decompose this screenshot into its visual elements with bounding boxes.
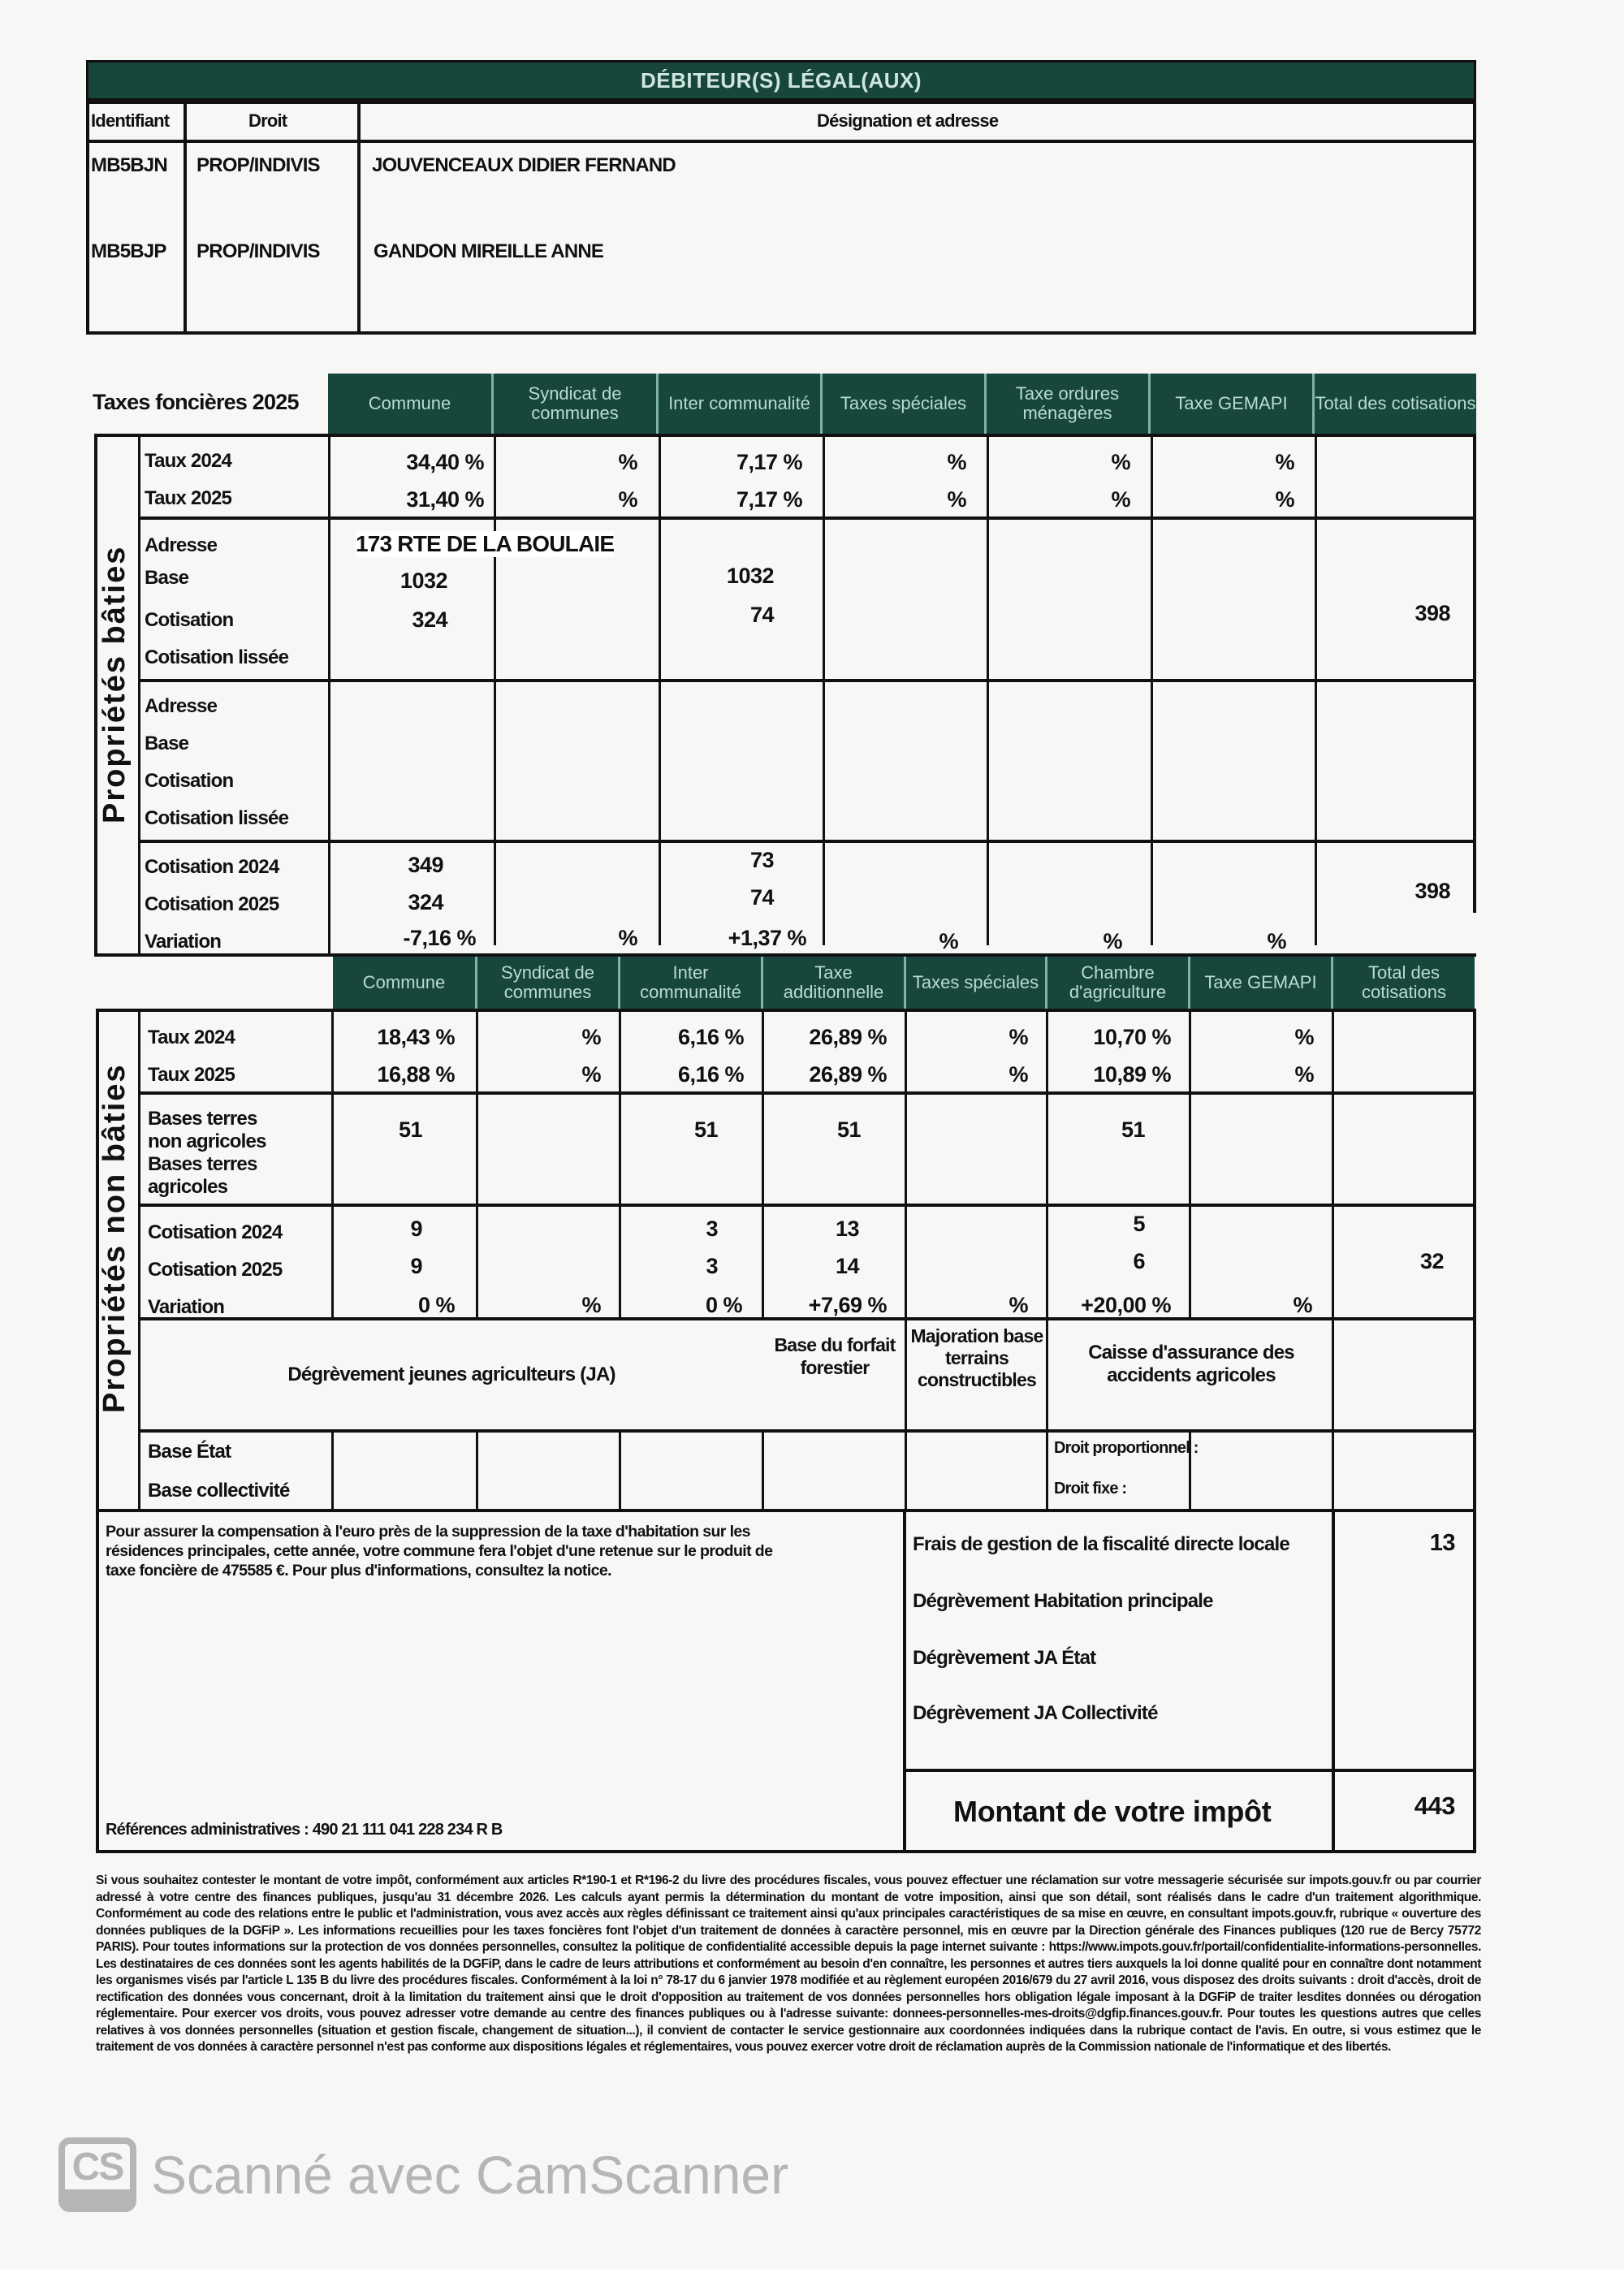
- unbuilt-cot-2024-inter: 3: [706, 1217, 718, 1241]
- total-amount-label: Montant de votre impôt: [953, 1795, 1272, 1828]
- built-cot-2025-total: 398: [1415, 879, 1450, 903]
- unbuilt-variation-syndicat: %: [581, 1293, 601, 1317]
- prop1-base-commune: 1032: [400, 568, 447, 593]
- debtor-1-name: JOUVENCEAUX DIDIER FERNAND: [372, 154, 676, 176]
- prop1-cotisation-inter: 74: [749, 603, 774, 627]
- prop1-cotisation-lissee-label: Cotisation lissée: [145, 646, 289, 668]
- unbuilt-bases-non-agricoles-label: Bases terres non agricoles: [148, 1108, 266, 1152]
- section-title-taxes-foncieres: Taxes foncières 2025: [93, 390, 299, 414]
- debtors-title-bar: [86, 60, 1476, 101]
- unbuilt-cot-2025-commune: 9: [410, 1254, 422, 1278]
- debtor-2-name: GANDON MIREILLE ANNE: [374, 240, 604, 262]
- unbuilt-taux-2024-label: Taux 2024: [148, 1026, 235, 1048]
- prop1-base-label: Base: [145, 567, 189, 589]
- unbuilt-cot-2025-inter: 3: [706, 1254, 718, 1278]
- unbuilt-taux-2024-syndicat: %: [581, 1025, 601, 1049]
- built-table: [94, 434, 1476, 957]
- built-variation-speciales: %: [939, 929, 958, 953]
- unbuilt-taux-2024-chambre: 10,70 %: [1093, 1025, 1171, 1049]
- built-col-ordures: Taxe ordures ménagères: [987, 374, 1151, 434]
- unbuilt-taux-2025-label: Taux 2025: [148, 1064, 235, 1086]
- unbuilt-base-inter: 51: [693, 1117, 718, 1142]
- fee-degrevement-habitation-label: Dégrèvement Habitation principale: [913, 1590, 1213, 1612]
- built-col-syndicat: Syndicat de communes: [494, 374, 659, 434]
- debtors-table: [86, 60, 1476, 335]
- unbuilt-col-commune: Commune: [333, 957, 477, 1009]
- caisse-assurance-header: Caisse d'assurance des accidents agricoles: [1088, 1342, 1294, 1386]
- debtor-1-droit: PROP/INDIVIS: [197, 154, 320, 176]
- unbuilt-taux-2025-chambre: 10,89 %: [1093, 1062, 1171, 1087]
- unbuilt-variation-inter: 0 %: [705, 1293, 742, 1317]
- built-taux-2024-gemapi: %: [1275, 450, 1294, 474]
- unbuilt-base-chambre: 51: [1121, 1117, 1145, 1142]
- built-taux-2025-speciales: %: [947, 487, 966, 512]
- unbuilt-col-total: Total des cotisations: [1362, 962, 1446, 1002]
- droit-fixe-label: Droit fixe :: [1054, 1480, 1127, 1498]
- unbuilt-side-label: Propriétés non bâties: [97, 1063, 132, 1413]
- base-etat-label: Base État: [148, 1441, 231, 1463]
- unbuilt-col-taxe-additionnelle: Taxe additionnelle: [763, 957, 906, 1009]
- built-side-label: Propriétés bâties: [97, 545, 132, 823]
- built-taux-2024-speciales: %: [947, 450, 966, 474]
- unbuilt-base-additionnelle: 51: [836, 1117, 861, 1142]
- built-taux-2025-syndicat: %: [618, 487, 637, 512]
- unbuilt-taux-2025-syndicat: %: [581, 1062, 601, 1087]
- unbuilt-variation-commune: 0 %: [417, 1293, 455, 1317]
- built-col-taxes-speciales: Taxes spéciales: [823, 374, 987, 434]
- col-identifiant: Identifiant: [91, 110, 170, 131]
- ja-header: Dégrèvement jeunes agriculteurs (JA): [287, 1364, 615, 1385]
- fee-degrevement-ja-etat-label: Dégrèvement JA État: [913, 1647, 1096, 1669]
- unbuilt-col-chambre-agriculture: Chambre d'agriculture: [1047, 957, 1190, 1009]
- prop1-base-inter: 1032: [726, 564, 774, 588]
- built-variation-ordures: %: [1103, 929, 1122, 953]
- built-cot-2024-commune: 349: [408, 853, 443, 877]
- built-taux-2024-commune: 34,40 %: [406, 450, 484, 474]
- unbuilt-cot-2024-commune: 9: [410, 1217, 422, 1241]
- built-taux-2025-inter: 7,17 %: [736, 487, 802, 512]
- built-variation-gemapi: %: [1267, 929, 1286, 953]
- built-taux-2025-commune: 31,40 %: [406, 487, 484, 512]
- prop2-cotisation-lissee-label: Cotisation lissée: [145, 807, 289, 829]
- majoration-header: Majoration base terrains constructibles: [910, 1325, 1043, 1390]
- compensation-notice: Pour assurer la compensation à l'euro près de la suppression de la taxe d'habitation sur les résidences principales, cette année, votre commune fera l'objet d'une retenue sur le produit de taxe foncière de 475585 €. Pour plus d'informations, consultez la notice.: [106, 1523, 773, 1580]
- debtor-1-id: MB5BJN: [91, 154, 167, 176]
- built-cot-2025-inter: 74: [749, 885, 774, 910]
- built-variation-inter: +1,37 %: [728, 926, 806, 950]
- prop1-cotisation-label: Cotisation: [145, 609, 234, 631]
- unbuilt-header-row: [333, 957, 1475, 1009]
- unbuilt-taux-2024-inter: 6,16 %: [677, 1025, 744, 1049]
- built-taux-2024-label: Taux 2024: [145, 450, 232, 472]
- built-variation-label: Variation: [145, 931, 222, 953]
- legal-notice: Si vous souhaitez contester le montant de votre impôt, conformément aux articles R*190-1 et R*196-2 du livre des procédures fiscales, vous pouvez effectuer une réclamation sur votre messagerie sécurisée sur impots.gouv.fr ou par courrier adressé à votre centre des finances publiques, jusqu'au 31 décembre 2026. Les calculs ayant permis la détermination du montant de votre imposition, ainsi que son détail, sont réalisés dans le cadre d'un traitement algorithmique. Conformément au code des relations entre le public et l'administration, vous avez accès aux règles définissant ce traitement ainsi qu'aux principales caractéristiques de sa mise en œuvre, en consultant impots.gouv.fr, rubrique « ouverture des données publiques de la DGFiP ». Les informations recueillies pour les taxes foncières font l'objet d'un traitement de données à caractère personnel, mis en œuvre par la Direction générale des Finances publiques (120 rue de Bercy 75772 PARIS). Pour toutes informations sur la protection de vos données personnelles, consultez la politique de confidentialité accessible depuis la page internet suivante : https://www.impots.gouv.fr/portail/confidentialite-informations-personnelles. Les destinataires de ces données sont les agents habilités de la DGFiP, dans le cadre de leurs attributions et conformément au besoin d'en connaître, les personnes et autres tiers auxquels la loi donne qualité pour en connaître dont notamment les organismes visés par l'article L 135 B du livre des procédures fiscales. Conformément à la loi n° 78-17 du 6 janvier 1978 modifiée et au règlement européen 2016/679 du 27 avril 2016, vous disposez des droits suivants : droit d'accès, droit de rectification des données vous concernant, droit à la limitation du traitement ainsi que le droit d'opposition au traitement de vos données personnelles hors obligation légale imposant à la DGFiP de traiter lesdites données ou dérogation réglementaire. Pour exercer vos droits, vous pouvez adresser votre demande au centre des finances publiques ou à l'adresse suivante: donnees-personnelles-mes-droits@dgfip.finances.gouv.fr. Pour toutes les questions autres que celles relatives à vos données personnelles (situation et gestion fiscale, changement de situation...), il convient de contacter le service gestionnaire aux coordonnées indiquées dans la rubrique contact de l'avis. En outre, si vous estimez que le traitement de vos données à caractère personnel n'est pas conforme aux dispositions légales et réglementaires, vous pouvez exercer votre droit de réclamation auprès de la Commission nationale de l'informatique et des libertés.: [96, 1874, 1481, 2054]
- unbuilt-cot-2024-label: Cotisation 2024: [148, 1221, 283, 1243]
- unbuilt-col-intercommunalite: Inter communalité: [620, 957, 763, 1009]
- built-col-total: Total des cotisations: [1315, 393, 1476, 413]
- unbuilt-variation-label: Variation: [148, 1296, 225, 1318]
- unbuilt-taux-2024-commune: 18,43 %: [377, 1025, 455, 1049]
- prop1-adresse-value: 173 RTE DE LA BOULAIE: [356, 531, 615, 556]
- col-designation: Désignation et adresse: [817, 110, 999, 131]
- unbuilt-cot-2024-chambre: 5: [1133, 1212, 1145, 1236]
- unbuilt-taux-2025-additionnelle: 26,89 %: [809, 1062, 887, 1087]
- unbuilt-taux-2025-speciales: %: [1009, 1062, 1028, 1087]
- camscanner-watermark: [58, 2137, 788, 2212]
- col-droit: Droit: [248, 110, 287, 131]
- unbuilt-base-commune: 51: [398, 1117, 422, 1142]
- droit-proportionnel-label: Droit proportionnel :: [1054, 1439, 1199, 1457]
- fee-frais-gestion-label: Frais de gestion de la fiscalité directe locale: [913, 1533, 1289, 1555]
- unbuilt-bases-agricoles-label: Bases terres agricoles: [148, 1153, 257, 1198]
- debtor-2-id: MB5BJP: [91, 240, 166, 262]
- unbuilt-taux-2024-speciales: %: [1009, 1025, 1028, 1049]
- built-taux-2024-inter: 7,17 %: [736, 450, 802, 474]
- bottom-block: [96, 1512, 1476, 1853]
- built-variation-commune: -7,16 %: [403, 926, 476, 950]
- built-taux-2024-ordures: %: [1111, 450, 1130, 474]
- camscanner-logo-icon: CS: [58, 2137, 136, 2212]
- unbuilt-taux-2025-gemapi: %: [1294, 1062, 1314, 1087]
- camscanner-text: Scanné avec CamScanner: [151, 2145, 789, 2205]
- unbuilt-variation-speciales: %: [1009, 1293, 1028, 1317]
- unbuilt-table: [96, 1009, 1476, 1512]
- debtors-title: DÉBITEUR(S) LÉGAL(AUX): [640, 67, 922, 93]
- built-cot-2024-inter: 73: [749, 848, 774, 872]
- prop2-base-label: Base: [145, 733, 189, 754]
- unbuilt-cot-2025-label: Cotisation 2025: [148, 1259, 283, 1281]
- base-collectivite-label: Base collectivité: [148, 1480, 290, 1502]
- built-taux-2025-ordures: %: [1111, 487, 1130, 512]
- unbuilt-cot-2024-additionnelle: 13: [835, 1217, 859, 1241]
- unbuilt-taux-2025-inter: 6,16 %: [677, 1062, 744, 1087]
- unbuilt-taux-2025-commune: 16,88 %: [377, 1062, 455, 1087]
- debtor-2-droit: PROP/INDIVIS: [197, 240, 320, 262]
- built-cot-2025-commune: 324: [408, 890, 443, 914]
- unbuilt-taux-2024-gemapi: %: [1294, 1025, 1314, 1049]
- references-administratives: Références administratives : 490 21 111 041 228 234 R B: [106, 1821, 503, 1839]
- prop1-adresse-label: Adresse: [145, 534, 218, 556]
- unbuilt-col-taxes-speciales: Taxes spéciales: [906, 957, 1047, 1009]
- prop2-adresse-label: Adresse: [145, 695, 218, 717]
- prop1-cotisation-total: 398: [1415, 601, 1450, 625]
- built-taux-2025-gemapi: %: [1275, 487, 1294, 512]
- unbuilt-taux-2024-additionnelle: 26,89 %: [809, 1025, 887, 1049]
- fee-degrevement-ja-collectivite-label: Dégrèvement JA Collectivité: [913, 1702, 1158, 1724]
- unbuilt-cot-2025-additionnelle: 14: [835, 1254, 859, 1278]
- built-col-gemapi: Taxe GEMAPI: [1151, 374, 1315, 434]
- built-variation-syndicat: %: [618, 926, 637, 950]
- built-taux-2024-syndicat: %: [618, 450, 637, 474]
- unbuilt-cot-2025-chambre: 6: [1133, 1249, 1145, 1273]
- built-header-row: [328, 374, 1476, 434]
- built-col-intercommunalite: Inter communalité: [659, 374, 823, 434]
- unbuilt-cot-2025-total: 32: [1419, 1249, 1444, 1273]
- built-cot-2024-label: Cotisation 2024: [145, 856, 279, 878]
- unbuilt-col-gemapi: Taxe GEMAPI: [1190, 957, 1333, 1009]
- built-col-commune: Commune: [328, 374, 494, 434]
- prop2-cotisation-label: Cotisation: [145, 770, 234, 792]
- unbuilt-variation-gemapi: %: [1293, 1293, 1312, 1317]
- built-cot-2025-label: Cotisation 2025: [145, 893, 279, 915]
- unbuilt-variation-chambre: +20,00 %: [1081, 1293, 1171, 1317]
- fee-frais-gestion-value: 13: [1429, 1530, 1455, 1556]
- total-amount-value: 443: [1414, 1791, 1455, 1820]
- built-taux-2025-label: Taux 2025: [145, 487, 232, 509]
- forfait-forestier-header: Base du forfait forestier: [774, 1334, 896, 1378]
- prop1-cotisation-commune: 324: [412, 607, 447, 632]
- unbuilt-variation-additionnelle: +7,69 %: [808, 1293, 887, 1317]
- unbuilt-col-syndicat: Syndicat de communes: [477, 957, 620, 1009]
